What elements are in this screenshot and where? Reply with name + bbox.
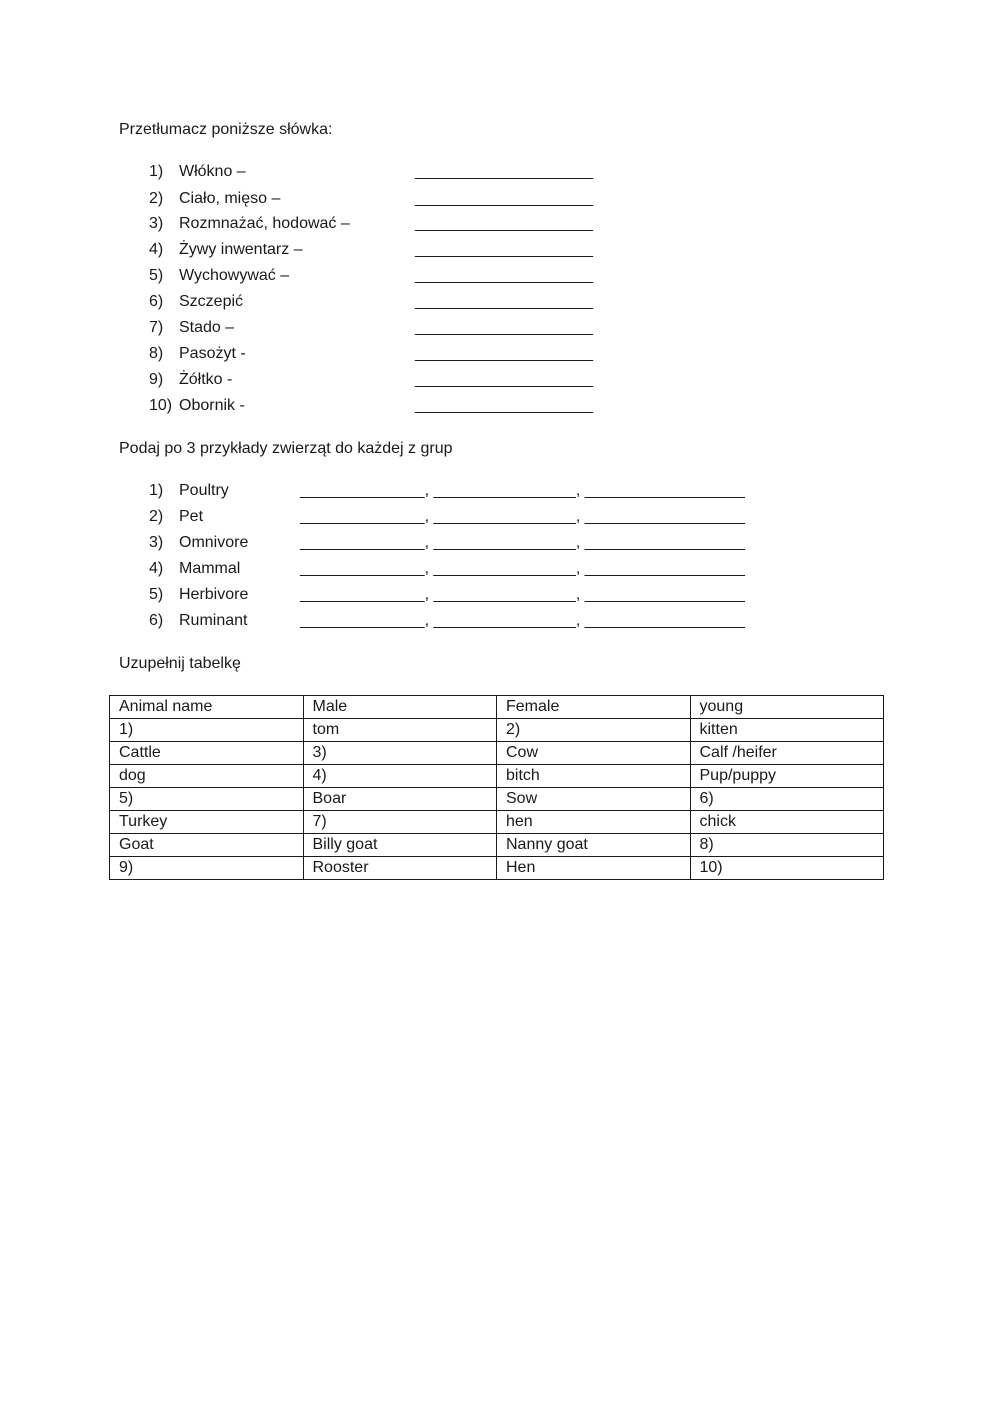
- table-cell: chick: [690, 811, 884, 834]
- table-row: [110, 788, 884, 811]
- vocab-item-number: 8): [149, 345, 164, 362]
- group-answer-blanks[interactable]: ______________, ________________, __________________: [300, 508, 745, 525]
- vocab-answer-blank[interactable]: ____________________: [415, 371, 593, 388]
- table-row: [110, 765, 884, 788]
- group-item-label: Omnivore: [179, 534, 249, 551]
- table-cell: 6): [690, 788, 884, 811]
- table-cell: tom: [303, 719, 497, 742]
- section3-heading: Uzupełnij tabelkę: [119, 655, 241, 672]
- table-cell: kitten: [690, 719, 884, 742]
- group-answer-blanks[interactable]: ______________, ________________, __________________: [300, 612, 745, 629]
- table-cell: Cow: [497, 742, 691, 765]
- table-row: [110, 811, 884, 834]
- table-cell: Boar: [303, 788, 497, 811]
- vocab-item-number: 5): [149, 267, 164, 284]
- table-cell: hen: [497, 811, 691, 834]
- table-cell: 2): [497, 719, 691, 742]
- table-cell: Sow: [497, 788, 691, 811]
- table-cell: 7): [303, 811, 497, 834]
- group-answer-blanks[interactable]: ______________, ________________, __________________: [300, 586, 745, 603]
- vocab-item-number: 10): [149, 397, 173, 414]
- table-cell: Pup/puppy: [690, 765, 884, 788]
- vocab-item-label: Wychowywać –: [179, 267, 290, 284]
- table-header-cell: young: [690, 696, 884, 719]
- vocab-answer-blank[interactable]: ____________________: [415, 293, 593, 310]
- vocab-item-label: Włókno –: [179, 163, 246, 180]
- table-cell: 4): [303, 765, 497, 788]
- vocab-item-label: Żywy inwentarz –: [179, 241, 303, 258]
- group-item-label: Ruminant: [179, 612, 248, 629]
- group-answer-blanks[interactable]: ______________, ________________, __________________: [300, 534, 745, 551]
- vocab-item-label: Ciało, mięso –: [179, 190, 281, 207]
- vocab-answer-blank[interactable]: ____________________: [415, 397, 593, 414]
- vocab-item-number: 9): [149, 371, 164, 388]
- table-row: [110, 857, 884, 880]
- table-cell: 8): [690, 834, 884, 857]
- table-header-cell: Animal name: [110, 696, 304, 719]
- table-header-row: [110, 696, 884, 719]
- group-item-number: 5): [149, 586, 164, 603]
- vocab-item-number: 7): [149, 319, 164, 336]
- vocab-item-number: 6): [149, 293, 164, 310]
- table-header-cell: Male: [303, 696, 497, 719]
- group-item-label: Poultry: [179, 482, 229, 499]
- table-cell: 3): [303, 742, 497, 765]
- table-cell: Rooster: [303, 857, 497, 880]
- table-cell: dog: [110, 765, 304, 788]
- vocab-item-label: Pasożyt -: [179, 345, 246, 362]
- table-cell: bitch: [497, 765, 691, 788]
- group-item-number: 1): [149, 482, 164, 499]
- section1-heading: Przetłumacz poniższe słówka:: [119, 121, 333, 138]
- group-answer-blanks[interactable]: ______________, ________________, __________________: [300, 482, 745, 499]
- vocab-item-label: Rozmnażać, hodować –: [179, 215, 350, 232]
- vocab-item-label: Żółtko -: [179, 371, 233, 388]
- table-cell: 5): [110, 788, 304, 811]
- group-item-number: 6): [149, 612, 164, 629]
- group-item-number: 4): [149, 560, 164, 577]
- table-cell: Turkey: [110, 811, 304, 834]
- group-answer-blanks[interactable]: ______________, ________________, __________________: [300, 560, 745, 577]
- vocab-item-number: 2): [149, 190, 164, 207]
- vocab-item-label: Stado –: [179, 319, 235, 336]
- vocab-item-label: Szczepić: [179, 293, 244, 310]
- table-cell: Hen: [497, 857, 691, 880]
- table-cell: Goat: [110, 834, 304, 857]
- vocab-answer-blank[interactable]: ____________________: [415, 163, 593, 180]
- vocab-item-number: 1): [149, 163, 164, 180]
- vocab-answer-blank[interactable]: ____________________: [415, 190, 593, 207]
- vocab-answer-blank[interactable]: ____________________: [415, 319, 593, 336]
- vocab-item-number: 4): [149, 241, 164, 258]
- group-item-label: Mammal: [179, 560, 241, 577]
- vocab-item-label: Obornik -: [179, 397, 245, 414]
- group-item-label: Herbivore: [179, 586, 249, 603]
- animal-names-table: [109, 695, 884, 880]
- table-cell: Nanny goat: [497, 834, 691, 857]
- group-item-label: Pet: [179, 508, 204, 525]
- table-row: [110, 834, 884, 857]
- group-item-number: 3): [149, 534, 164, 551]
- table-row: [110, 742, 884, 765]
- vocab-answer-blank[interactable]: ____________________: [415, 215, 593, 232]
- table-cell: 1): [110, 719, 304, 742]
- table-cell: Calf /heifer: [690, 742, 884, 765]
- table-row: [110, 719, 884, 742]
- group-item-number: 2): [149, 508, 164, 525]
- vocab-answer-blank[interactable]: ____________________: [415, 345, 593, 362]
- vocab-answer-blank[interactable]: ____________________: [415, 267, 593, 284]
- section2-heading: Podaj po 3 przykłady zwierząt do każdej z grup: [119, 440, 453, 457]
- table-header-cell: Female: [497, 696, 691, 719]
- table-cell: Billy goat: [303, 834, 497, 857]
- table-cell: 10): [690, 857, 884, 880]
- table-cell: Cattle: [110, 742, 304, 765]
- vocab-item-number: 3): [149, 215, 164, 232]
- vocab-answer-blank[interactable]: ____________________: [415, 241, 593, 258]
- table-cell: 9): [110, 857, 304, 880]
